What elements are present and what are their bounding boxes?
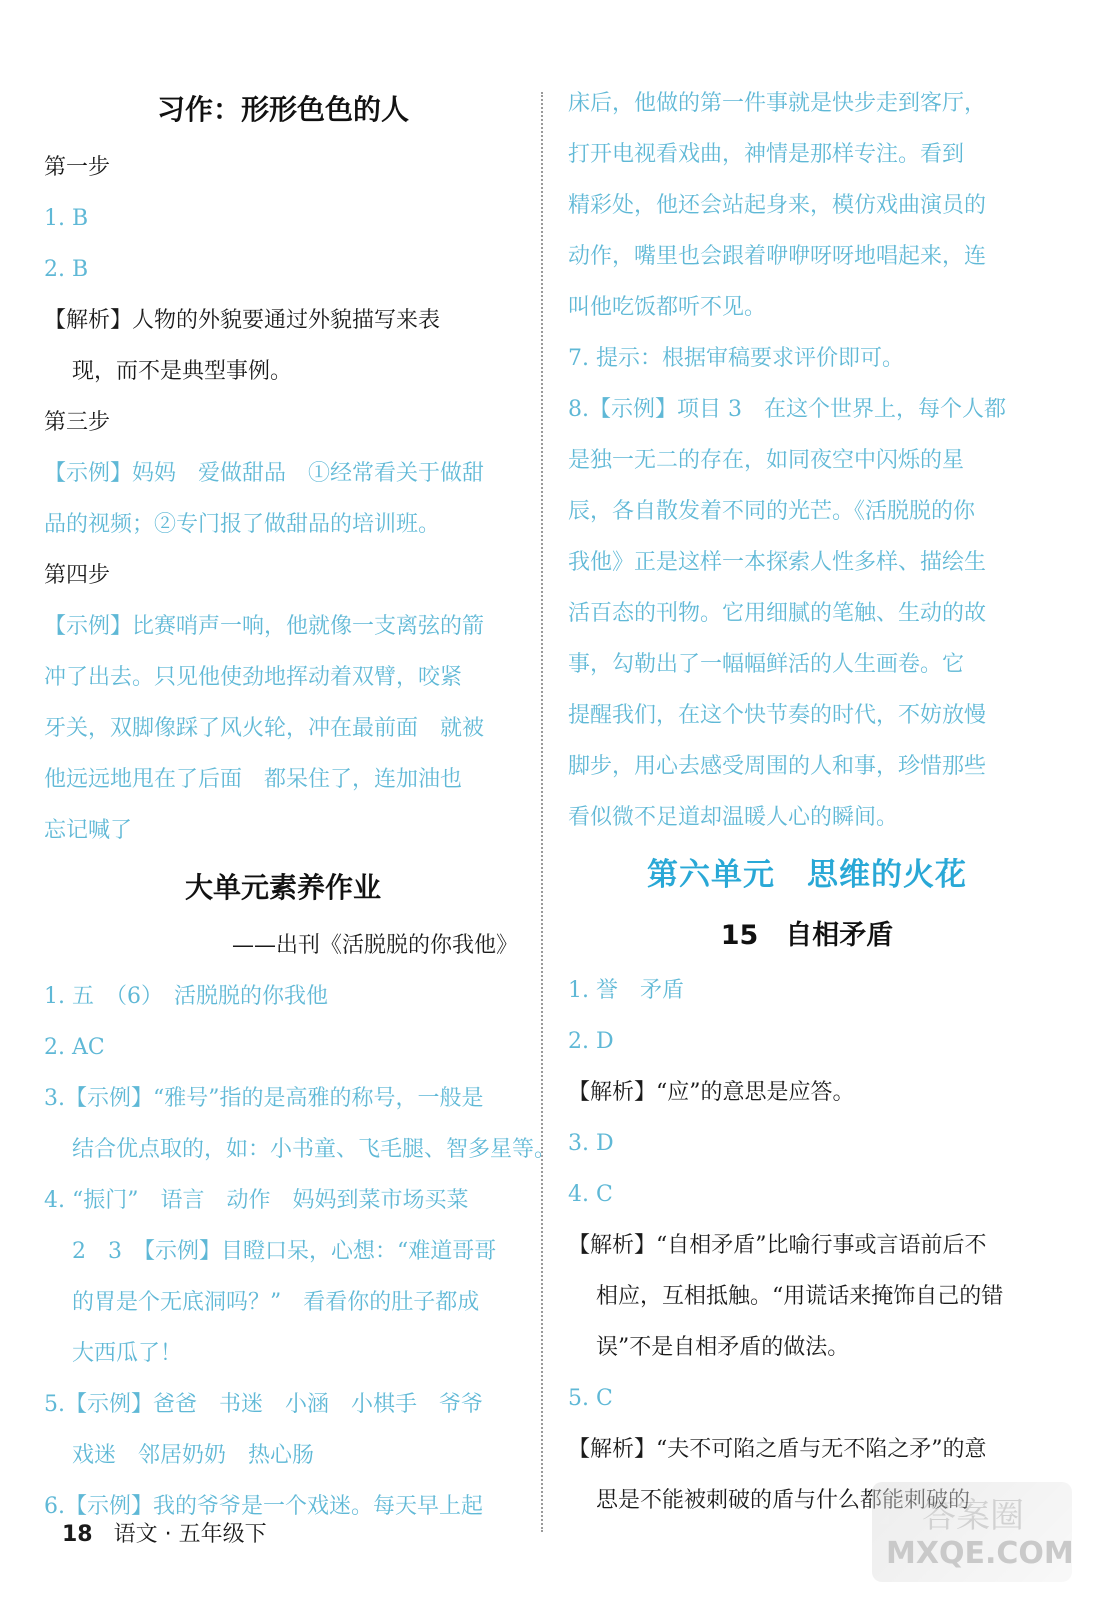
text-line: 思是不能被刺破的盾与什么都能刺破的: [596, 1488, 971, 1513]
answer-line: 1. B: [44, 206, 89, 231]
left-column: [44, 78, 557, 1532]
page-footer: [62, 1517, 267, 1548]
answer-line: 8.【示例】项目 3 在这个世界上，每个人都: [568, 397, 1006, 422]
watermark-text: MXQE.COM: [886, 1536, 1074, 1571]
answer-line: 5. C: [568, 1386, 613, 1411]
answer-line: 冲了出去。只见他使劲地挥动着双臂，咬紧: [44, 665, 463, 690]
answer-line: 4. “振门” 语言 动作 妈妈到菜市场买菜: [44, 1188, 469, 1213]
text-line: 【解析】“自相矛盾”比喻行事或言语前后不: [568, 1233, 987, 1258]
answer-line: 7. 提示：根据审稿要求评价即可。: [568, 346, 904, 371]
text-line: 第三步: [44, 410, 111, 435]
answer-line: 精彩处，他还会站起身来，模仿戏曲演员的: [568, 193, 987, 218]
subject-label: 语文 · 五年级下: [113, 1522, 267, 1547]
answer-line: 事，勾勒出了一幅幅鲜活的人生画卷。它: [568, 652, 965, 677]
answer-line: 忘记喊了: [44, 818, 133, 843]
text-line: 第一步: [44, 155, 111, 180]
answer-line: 大西瓜了！: [72, 1341, 183, 1366]
answer-line: 品的视频；②专门报了做甜品的培训班。: [44, 512, 441, 537]
answer-line: 我他》正是这样一本探索人性多样、描绘生: [568, 550, 987, 575]
answer-line: 叫他吃饭都听不见。: [568, 295, 767, 320]
answer-line: 牙关，双脚像踩了风火轮，冲在最前面 就被: [44, 716, 485, 741]
column-divider: [541, 92, 543, 1532]
answer-line: 看似微不足道却温暖人心的瞬间。: [568, 805, 899, 830]
answer-line: 辰，各自散发着不同的光芒。《活脱脱的你: [568, 499, 976, 524]
answer-line: 活百态的刊物。它用细腻的笔触、生动的故: [568, 601, 987, 626]
answer-line: 他远远地甩在了后面 都呆住了，连加油也: [44, 767, 463, 792]
answer-line: 2. B: [44, 257, 89, 282]
text-line: 【解析】“应”的意思是应答。: [568, 1080, 855, 1105]
page-number: 18: [62, 1522, 93, 1547]
text-line: 【解析】人物的外貌要通过外貌描写来表: [44, 308, 441, 333]
section-title: 习作：形形色色的人: [156, 93, 409, 126]
answer-line: 2 3 【示例】目瞪口呆，心想：“难道哥哥: [72, 1239, 497, 1264]
text-line: 【解析】“夫不可陷之盾与无不陷之矛”的意: [568, 1437, 987, 1462]
answer-line: 4. C: [568, 1182, 613, 1207]
lesson-title: 15 自相矛盾: [720, 920, 894, 951]
answer-line: 5.【示例】爸爸 书迷 小涵 小棋手 爷爷: [44, 1392, 483, 1417]
text-line: 误”不是自相矛盾的做法。: [596, 1335, 850, 1360]
answer-line: 的胃是个无底洞吗？” 看看你的肚子都成: [72, 1290, 480, 1315]
answer-line: 3.【示例】“雅号”指的是高雅的称号，一般是: [44, 1086, 484, 1111]
answer-line: 结合优点取的，如：小书童、飞毛腿、智多星等。: [72, 1137, 557, 1162]
answer-line: 是独一无二的存在，如同夜空中闪烁的星: [568, 448, 965, 473]
right-column: [568, 78, 1046, 1526]
answer-line: 动作，嘴里也会跟着咿咿呀呀地唱起来，连: [568, 244, 987, 269]
answer-line: 床后，他做的第一件事就是快步走到客厅，: [568, 91, 987, 116]
answer-line: 3. D: [568, 1131, 614, 1156]
watermark-logo: 答案圈: [922, 1496, 1024, 1536]
answer-line: 1. 誉 矛盾: [568, 978, 684, 1003]
answer-line: 1. 五 （6） 活脱脱的你我他: [44, 984, 328, 1009]
unit-title: 第六单元 思维的火花: [647, 857, 967, 893]
answer-line: 脚步，用心去感受周围的人和事，珍惜那些: [568, 754, 987, 779]
answer-line: 2. D: [568, 1029, 614, 1054]
text-line: 第四步: [44, 563, 111, 588]
answer-line: 【示例】妈妈 爱做甜品 ①经常看关于做甜: [44, 461, 485, 486]
section-title: 大单元素养作业: [184, 871, 381, 904]
section-subtitle: ——出刊《活脱脱的你我他》: [231, 933, 518, 958]
answer-line: 打开电视看戏曲，神情是那样专注。看到: [568, 142, 965, 167]
text-line: 现，而不是典型事例。: [72, 359, 293, 384]
answer-line: 【示例】比赛哨声一响，他就像一支离弦的箭: [44, 614, 485, 639]
answer-line: 提醒我们，在这个快节奏的时代，不妨放慢: [568, 703, 987, 728]
text-line: 相应，互相抵触。“用谎话来掩饰自己的错: [596, 1284, 1004, 1309]
answer-line: 2. AC: [44, 1035, 105, 1060]
answer-line: 6.【示例】我的爷爷是一个戏迷。每天早上起: [44, 1494, 483, 1519]
answer-line: 戏迷 邻居奶奶 热心肠: [72, 1443, 315, 1468]
watermark: [872, 1482, 1072, 1582]
